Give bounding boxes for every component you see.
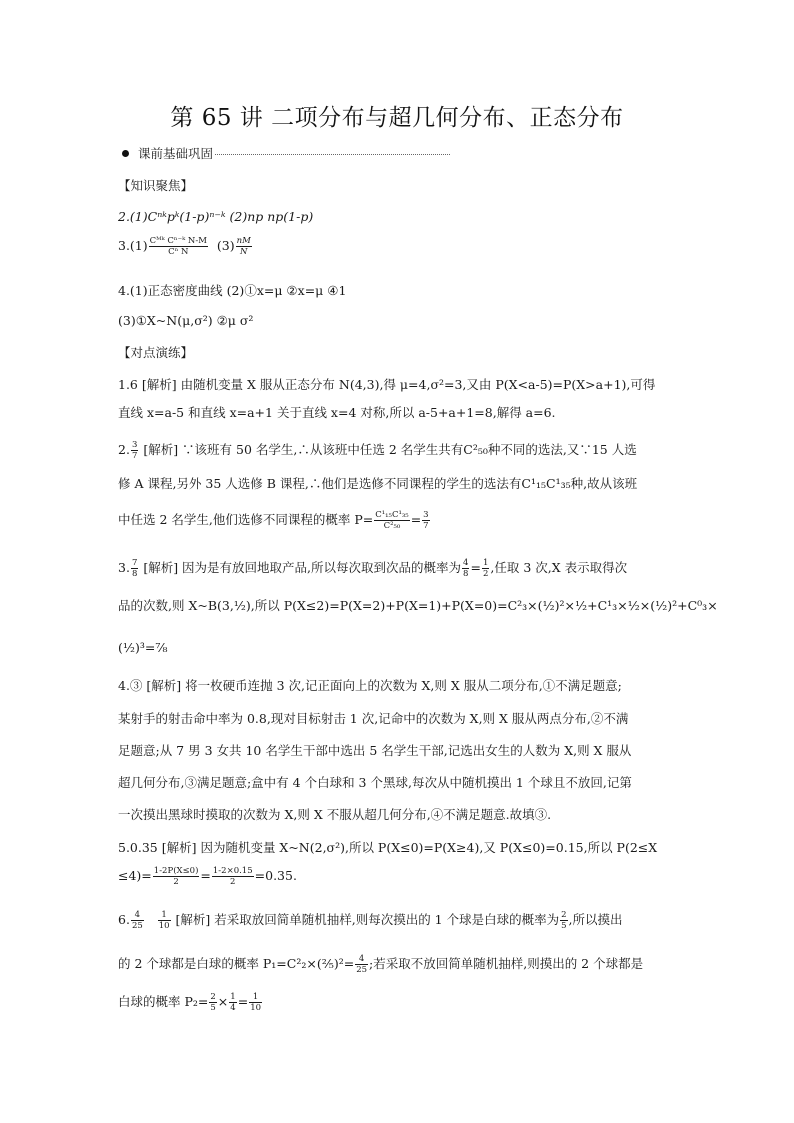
dotted-leader bbox=[215, 154, 450, 155]
k3-label-3: (3) bbox=[216, 238, 235, 253]
item-6-line-3: 白球的概率 P₂= $\frac{2}{5}$ × $\frac{1}{4}$ = $\frac{1}{10}$ bbox=[118, 992, 262, 1013]
k3-fraction: Cᴹᵏ Cⁿ⁻ᵏ N-M Cⁿ N bbox=[149, 236, 207, 257]
p2-result-fraction: $\frac{1}{10}$ bbox=[250, 992, 262, 1013]
knowledge-item-3 bbox=[118, 236, 253, 257]
answer-fraction: $\frac{4}{25}$ bbox=[131, 910, 143, 931]
item-6-line-1: 6. $\frac{4}{25}$ $\frac{1}{10}$ [解析] 若采取放回简单随机抽样,则每次摸出的 1 个球是白球的概率为 $\frac{2}{5}$ ,所以摸出 bbox=[118, 910, 623, 931]
k3-fraction-2: $\frac{nM}{N}$ bbox=[236, 236, 251, 257]
prob-fraction-simplified: $\frac{1}{2}$ bbox=[482, 558, 489, 579]
item-3-line-3: (½)³=⅞ bbox=[118, 640, 168, 655]
heading-knowledge: 【知识聚焦】 bbox=[118, 178, 194, 193]
answer-fraction: $\frac{7}{8}$ bbox=[131, 558, 138, 579]
formula-fraction: $\frac{1-2P(X\le 0)}{2}$ bbox=[153, 866, 199, 887]
p2-fraction-1: $\frac{2}{5}$ bbox=[210, 992, 216, 1013]
result-fraction: $\frac{3}{7}$ bbox=[423, 510, 429, 531]
p2-fraction-2: $\frac{1}{4}$ bbox=[230, 992, 236, 1013]
prob-fraction: $\frac{4}{8}$ bbox=[463, 558, 469, 579]
item-4-line-1: 4.③ [解析] 将一枚硬币连抛 3 次,记正面向上的次数为 X,则 X 服从二项分布,①不满足题意; bbox=[118, 678, 622, 693]
k3-label: 3.(1) bbox=[118, 238, 148, 253]
item-4-line-5: 一次摸出黑球时摸取的次数为 X,则 X 不服从超几何分布,④不满足题意.故填③. bbox=[118, 807, 552, 822]
bullet-icon bbox=[122, 150, 129, 157]
answer-fraction-2: $\frac{1}{10}$ bbox=[158, 910, 170, 931]
item-4-line-2: 某射手的射击命中率为 0.8,现对目标射击 1 次,记命中的次数为 X,则 X 服从两点分布,②不满 bbox=[118, 711, 629, 726]
prob-fraction-p1: $\frac{4}{25}$ bbox=[356, 954, 368, 975]
item-1-line-1: 1.6 [解析] 由随机变量 X 服从正态分布 N(4,3),得 μ=4,σ²=3,又由 P(X<a-5)=P(X>a+1),可得 bbox=[118, 377, 656, 392]
item-3-line-1: 3. $\frac{7}{8}$ [解析] 因为是有放回地取产品,所以每次取到次品的概率为 $\frac{4}{8}$ = $\frac{1}{2}$ ,任取 3 次,X 表示取得次 bbox=[118, 558, 628, 579]
knowledge-item-4-part3: (3)①X~N(μ,σ²) ②μ σ² bbox=[118, 313, 254, 328]
item-4-line-4: 超几何分布,③满足题意;盒中有 4 个白球和 3 个黑球,每次从中随机摸出 1 个球且不放回,记第 bbox=[118, 775, 632, 790]
section-title: 课前基础巩固 bbox=[138, 146, 214, 161]
probability-fraction: $\frac{\text{C¹₁₅C¹₃₅}}{\text{C²₅₀}}$ bbox=[375, 510, 409, 531]
item-3-line-2: 品的次数,则 X~B(3,½),所以 P(X≤2)=P(X=2)+P(X=1)+P(X=0)=C²₃×(½)²×½+C¹₃×½×(½)²+C⁰₃× bbox=[118, 598, 718, 613]
section-header bbox=[122, 146, 450, 162]
item-2-line-2: 修 A 课程,另外 35 人选修 B 课程,∴他们是选修不同课程的学生的选法有C¹₁₅C¹₃₅种,故从该班 bbox=[118, 476, 638, 491]
formula-fraction-2: $\frac{1-2\times 0.15}{2}$ bbox=[212, 866, 253, 887]
knowledge-item-2: 2.(1)Cⁿᵏpᵏ(1-p)ⁿ⁻ᵏ (2)np np(1-p) bbox=[118, 209, 314, 224]
prob-fraction: $\frac{2}{5}$ bbox=[561, 910, 567, 931]
heading-practice: 【对点演练】 bbox=[118, 345, 194, 360]
item-4-line-3: 足题意;从 7 男 3 女共 10 名学生干部中选出 5 名学生干部,记选出女生的人数为 X,则 X 服从 bbox=[118, 743, 632, 758]
knowledge-item-4: 4.(1)正态密度曲线 (2)①x=μ ②x=μ ④1 bbox=[118, 283, 347, 298]
item-5-line-1: 5.0.35 [解析] 因为随机变量 X~N(2,σ²),所以 P(X≤0)=P(X≥4),又 P(X≤0)=0.15,所以 P(2≤X bbox=[118, 840, 658, 855]
answer-fraction: $\frac{3}{7}$ bbox=[131, 440, 138, 461]
item-2-line-3: 中任选 2 名学生,他们选修不同课程的概率 P= $\frac{\text{C¹₁₅C¹₃₅}}{\text{C²₅₀}}$ = $\frac{3}{7}$ bbox=[118, 510, 429, 531]
item-2-line-1: 2. $\frac{3}{7}$ [解析] ∵该班有 50 名学生,∴从该班中任选 2 名学生共有C²₅₀种不同的选法,又∵15 人选 bbox=[118, 440, 637, 461]
item-5-line-2: ≤4)= $\frac{1-2P(X\le 0)}{2}$ = $\frac{1-2\times 0.15}{2}$ =0.35. bbox=[118, 866, 297, 887]
page-title: 第 65 讲 二项分布与超几何分布、正态分布 bbox=[170, 105, 624, 131]
item-6-line-2: 的 2 个球都是白球的概率 P₁=C²₂×(⅖)²= $\frac{4}{25}$ ;若采取不放回简单随机抽样,则摸出的 2 个球都是 bbox=[118, 954, 644, 975]
item-1-line-2: 直线 x=a-5 和直线 x=a+1 关于直线 x=4 对称,所以 a-5+a+1=8,解得 a=6. bbox=[118, 405, 556, 420]
